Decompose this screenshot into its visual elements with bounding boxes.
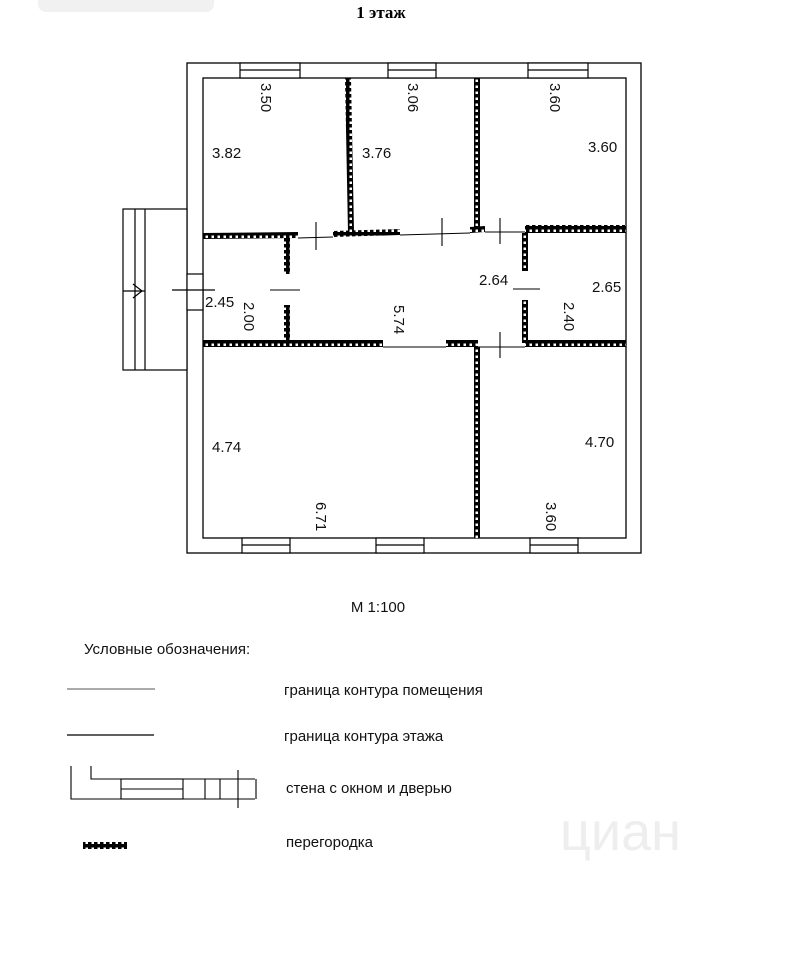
dimension-label: 3.06 xyxy=(404,83,421,113)
dimension-label: 2.45 xyxy=(205,294,235,311)
dimension-label: 3.82 xyxy=(212,145,242,162)
floor-title: 1 этаж xyxy=(356,3,406,22)
dimension-label: 2.65 xyxy=(592,279,622,296)
legend-label: перегородка xyxy=(286,834,373,851)
dimension-label: 6.71 xyxy=(312,502,329,532)
legend-label: граница контура этажа xyxy=(284,728,444,745)
dimension-label: 2.00 xyxy=(240,302,257,332)
dimension-label: 3.60 xyxy=(542,502,559,532)
dimension-label: 2.64 xyxy=(479,272,509,289)
top-tab xyxy=(38,0,214,12)
porch xyxy=(123,209,215,370)
legend-title: Условные обозначения: xyxy=(84,641,251,658)
legend-wall-symbol xyxy=(71,766,256,808)
dimension-label: 2.40 xyxy=(560,302,577,332)
legend-label: стена с окном и дверью xyxy=(286,780,452,797)
windows xyxy=(240,63,588,553)
dimension-label: 3.76 xyxy=(362,145,392,162)
legend-label: граница контура помещения xyxy=(284,682,483,699)
legend xyxy=(67,682,483,851)
watermark: циан xyxy=(560,802,681,862)
dimension-label: 4.70 xyxy=(585,434,615,451)
scale-label: М 1:100 xyxy=(350,599,406,616)
dimension-label: 3.50 xyxy=(257,83,274,113)
dimension-label: 3.60 xyxy=(546,83,563,113)
dimension-label: 3.60 xyxy=(588,139,618,156)
dimension-label: 4.74 xyxy=(212,439,242,456)
dimension-label: 5.74 xyxy=(390,305,407,335)
legend-partition-symbol xyxy=(83,842,127,849)
dimension-labels xyxy=(205,83,621,531)
